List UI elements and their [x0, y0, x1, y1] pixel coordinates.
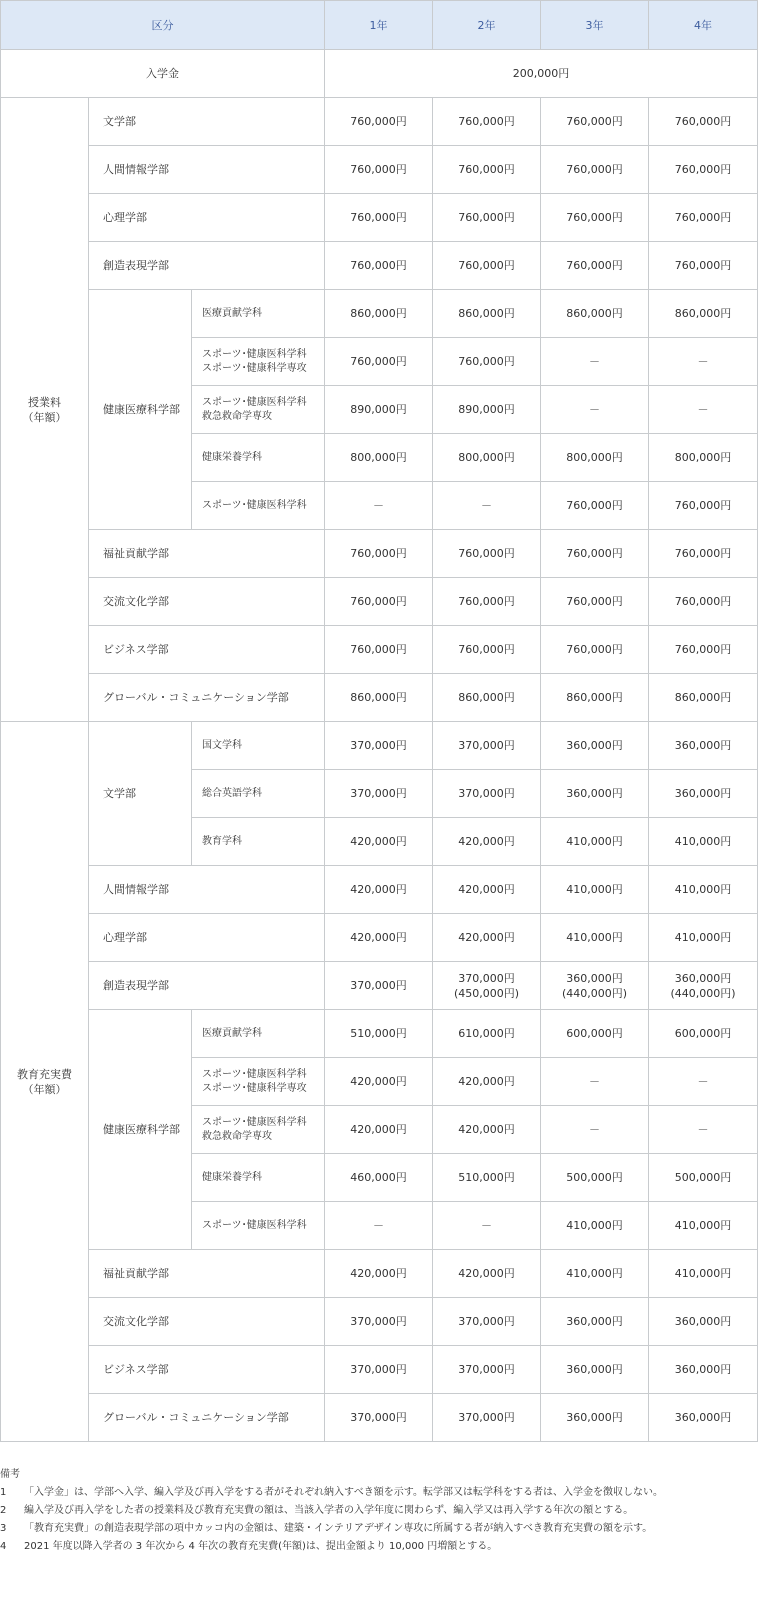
fee-cell: 760,000円 [649, 146, 758, 194]
fee-cell: 370,000円 [325, 962, 433, 1010]
table-row [1, 578, 758, 626]
table-row [1, 1010, 758, 1058]
table-row [1, 146, 758, 194]
fee-cell: 760,000円 [325, 242, 433, 290]
subdept-label: 教育学科 [192, 818, 325, 866]
table-row [1, 1298, 758, 1346]
fee-cell: － [649, 338, 758, 386]
fee-cell: 760,000円 [433, 578, 541, 626]
fee-cell: 610,000円 [433, 1010, 541, 1058]
dept-label: 人間情報学部 [89, 146, 325, 194]
fee-cell: 410,000円 [649, 914, 758, 962]
note-item [0, 1520, 780, 1538]
fee-cell: 410,000円 [649, 1202, 758, 1250]
dept-label: 文学部 [89, 722, 192, 866]
fee-cell: 370,000円 [433, 1346, 541, 1394]
fee-cell: 760,000円 [541, 242, 649, 290]
fee-cell: 760,000円 [433, 146, 541, 194]
subdept-label-line: スポーツ･健康科学専攻 [202, 362, 307, 374]
subdept-label-line: スポーツ･健康科学専攻 [202, 1082, 307, 1094]
fee-cell: 360,000円 [649, 1394, 758, 1442]
fee-cell: 760,000円 [325, 194, 433, 242]
dept-label: 人間情報学部 [89, 866, 325, 914]
fee-cell: 760,000円 [541, 194, 649, 242]
fee-cell: 360,000円 [649, 1346, 758, 1394]
fee-cell: 890,000円 [325, 386, 433, 434]
fee-cell: － [433, 1202, 541, 1250]
edu-group-label-line: （年額） [22, 1082, 67, 1096]
note-item [0, 1502, 780, 1520]
fee-cell: 360,000円 [649, 1298, 758, 1346]
fee-cell: 760,000円 [541, 578, 649, 626]
dept-label: 福祉貢献学部 [89, 530, 325, 578]
dept-label: 創造表現学部 [89, 962, 325, 1010]
dept-label: グローバル・コミュニケーション学部 [89, 674, 325, 722]
note-item [0, 1538, 780, 1556]
subdept-label: 国文学科 [192, 722, 325, 770]
fee-cell: － [649, 386, 758, 434]
subdept-label-line: スポーツ･健康医科学科 [202, 396, 307, 408]
fee-cell: 360,000円 [541, 770, 649, 818]
fee-cell-line: (450,000円) [453, 986, 520, 1000]
tuition-group-label [1, 98, 89, 722]
fee-cell: 760,000円 [325, 98, 433, 146]
fee-cell: － [541, 386, 649, 434]
fee-cell: 760,000円 [433, 530, 541, 578]
dept-label: 心理学部 [89, 194, 325, 242]
fee-cell: 800,000円 [325, 434, 433, 482]
admission-row [1, 50, 758, 98]
fee-cell: 760,000円 [649, 626, 758, 674]
fee-cell: 600,000円 [541, 1010, 649, 1058]
fee-cell: 600,000円 [649, 1010, 758, 1058]
subdept-label [192, 386, 325, 434]
fee-cell: 410,000円 [541, 818, 649, 866]
fee-cell: 370,000円 [433, 722, 541, 770]
subdept-label: 医療貢献学科 [192, 1010, 325, 1058]
table-row [1, 674, 758, 722]
fee-cell: 760,000円 [649, 242, 758, 290]
header-year-2: 2年 [433, 1, 541, 50]
subdept-label: 総合英語学科 [192, 770, 325, 818]
table-row [1, 1250, 758, 1298]
fee-cell: 760,000円 [325, 146, 433, 194]
tuition-group-label-line: （年額） [22, 410, 67, 424]
fee-cell: 500,000円 [649, 1154, 758, 1202]
fee-cell: 360,000円 [541, 722, 649, 770]
fee-cell: 370,000円 [325, 1298, 433, 1346]
table-row [1, 866, 758, 914]
fee-cell-line: 360,000円 [566, 971, 623, 985]
note-text: 「教育充実費」の創造表現学部の項中カッコ内の金額は、建築・インテリアデザイン専攻に所属する者が納入すべき教育充実費の額を示す。 [24, 1523, 653, 1534]
header-row [1, 1, 758, 50]
fee-cell: 420,000円 [433, 866, 541, 914]
table-row [1, 98, 758, 146]
fee-cell: 890,000円 [433, 386, 541, 434]
fee-cell: 410,000円 [649, 818, 758, 866]
fee-cell: 360,000円 [541, 1298, 649, 1346]
subdept-label: 医療貢献学科 [192, 290, 325, 338]
fee-cell: 360,000円 [541, 1394, 649, 1442]
fee-cell: 410,000円 [541, 914, 649, 962]
dept-label: 交流文化学部 [89, 578, 325, 626]
notes-title: 備考 [0, 1469, 20, 1480]
fee-cell: 760,000円 [325, 626, 433, 674]
fee-cell: 370,000円 [325, 1346, 433, 1394]
header-year-1: 1年 [325, 1, 433, 50]
subdept-label [192, 1058, 325, 1106]
fee-cell: 420,000円 [325, 818, 433, 866]
header-year-4: 4年 [649, 1, 758, 50]
dept-label: 健康医療科学部 [89, 1010, 192, 1250]
fee-cell-line: (440,000円) [670, 986, 736, 1000]
fee-cell: 860,000円 [433, 290, 541, 338]
fee-cell: 420,000円 [325, 1058, 433, 1106]
fee-cell: 760,000円 [433, 626, 541, 674]
fee-cell: － [325, 1202, 433, 1250]
fee-cell: 360,000円 [649, 770, 758, 818]
fee-cell-line: 360,000円 [674, 971, 732, 985]
fee-cell: 420,000円 [433, 914, 541, 962]
fee-cell: 760,000円 [649, 98, 758, 146]
fee-cell: 410,000円 [541, 1250, 649, 1298]
table-row [1, 626, 758, 674]
fee-cell: 760,000円 [325, 338, 433, 386]
fee-cell: 760,000円 [325, 578, 433, 626]
table-row [1, 1394, 758, 1442]
fee-cell: 760,000円 [325, 530, 433, 578]
note-number: 2 [0, 1505, 7, 1516]
fee-cell: 760,000円 [433, 242, 541, 290]
note-number: 3 [0, 1523, 7, 1534]
subdept-label [192, 1106, 325, 1154]
table-row [1, 242, 758, 290]
dept-label: 健康医療科学部 [89, 290, 192, 530]
fee-cell: 420,000円 [433, 1058, 541, 1106]
fee-cell: 800,000円 [541, 434, 649, 482]
fee-cell: － [541, 1106, 649, 1154]
fee-cell: 370,000円 [433, 1394, 541, 1442]
fee-cell: 410,000円 [541, 1202, 649, 1250]
fee-cell [433, 962, 541, 1010]
fee-cell: 760,000円 [541, 626, 649, 674]
fee-cell: 370,000円 [433, 1298, 541, 1346]
note-text: 2021 年度以降入学者の 3 年次から 4 年次の教育充実費(年額)は、提出金額より 10,000 円増額とする。 [24, 1541, 498, 1552]
subdept-label-line: 救急救命学専攻 [202, 410, 272, 422]
fee-cell: 370,000円 [325, 722, 433, 770]
table-row [1, 722, 758, 770]
fee-cell [541, 962, 649, 1010]
header-year-3: 3年 [541, 1, 649, 50]
fee-cell: 420,000円 [433, 1250, 541, 1298]
fee-cell: 760,000円 [541, 530, 649, 578]
subdept-label: 健康栄養学科 [192, 1154, 325, 1202]
fee-cell: 860,000円 [541, 674, 649, 722]
fee-cell: 760,000円 [541, 98, 649, 146]
subdept-label [192, 338, 325, 386]
dept-label: 心理学部 [89, 914, 325, 962]
fee-cell: 760,000円 [433, 98, 541, 146]
header-category: 区分 [1, 1, 325, 50]
note-number: 1 [0, 1487, 7, 1498]
table-row [1, 962, 758, 1010]
fee-cell: 760,000円 [649, 578, 758, 626]
fee-cell: 460,000円 [325, 1154, 433, 1202]
fee-cell: 760,000円 [649, 530, 758, 578]
fee-cell: 510,000円 [433, 1154, 541, 1202]
subdept-label-line: スポーツ･健康医科学科 [202, 1116, 307, 1128]
subdept-label-line: 救急救命学専攻 [202, 1130, 272, 1142]
fee-cell: 420,000円 [325, 866, 433, 914]
fee-cell: 860,000円 [433, 674, 541, 722]
fee-cell: 760,000円 [541, 482, 649, 530]
fee-cell: － [325, 482, 433, 530]
fee-table-body [1, 1, 758, 1442]
note-number: 4 [0, 1541, 7, 1552]
table-row [1, 914, 758, 962]
fee-cell: 760,000円 [649, 194, 758, 242]
fee-cell: 410,000円 [541, 866, 649, 914]
fee-cell: 360,000円 [649, 722, 758, 770]
fee-cell: 420,000円 [325, 914, 433, 962]
fee-cell [649, 962, 758, 1010]
dept-label: 文学部 [89, 98, 325, 146]
fee-cell: 760,000円 [541, 146, 649, 194]
table-row [1, 1346, 758, 1394]
fee-cell: 420,000円 [433, 1106, 541, 1154]
fee-cell: 410,000円 [649, 1250, 758, 1298]
subdept-label-line: スポーツ･健康医科学科 [202, 1068, 307, 1080]
fee-cell: 410,000円 [649, 866, 758, 914]
admission-value: 200,000円 [325, 50, 758, 98]
dept-label: グローバル・コミュニケーション学部 [89, 1394, 325, 1442]
fee-cell-line: 370,000円 [458, 971, 515, 985]
tuition-group-label-line: 授業料 [28, 395, 61, 409]
subdept-label-line: スポーツ･健康医科学科 [202, 348, 307, 360]
table-row [1, 194, 758, 242]
fee-cell-line: (440,000円) [561, 986, 628, 1000]
admission-label: 入学金 [1, 50, 325, 98]
fee-cell: 370,000円 [325, 770, 433, 818]
fee-cell: － [433, 482, 541, 530]
table-row [1, 290, 758, 338]
notes [0, 1466, 780, 1556]
fee-cell: 500,000円 [541, 1154, 649, 1202]
note-item [0, 1484, 780, 1502]
fee-cell: 420,000円 [325, 1106, 433, 1154]
fee-cell: 760,000円 [433, 338, 541, 386]
fee-cell: 360,000円 [541, 1346, 649, 1394]
edu-group-label [1, 722, 89, 1442]
dept-label: ビジネス学部 [89, 626, 325, 674]
dept-label: 福祉貢献学部 [89, 1250, 325, 1298]
fee-cell: 760,000円 [649, 482, 758, 530]
fee-cell: － [541, 338, 649, 386]
fee-cell: 800,000円 [433, 434, 541, 482]
fee-cell: 370,000円 [433, 770, 541, 818]
fee-cell: 860,000円 [649, 674, 758, 722]
fee-cell: 370,000円 [325, 1394, 433, 1442]
fee-cell: － [649, 1058, 758, 1106]
fee-cell: 860,000円 [541, 290, 649, 338]
dept-label: 交流文化学部 [89, 1298, 325, 1346]
fee-cell: 760,000円 [433, 194, 541, 242]
fee-cell: 800,000円 [649, 434, 758, 482]
subdept-label: スポーツ･健康医科学科 [192, 1202, 325, 1250]
fee-cell: 510,000円 [325, 1010, 433, 1058]
fee-cell: 420,000円 [433, 818, 541, 866]
note-text: 「入学金」は、学部へ入学、編入学及び再入学をする者がそれぞれ納入すべき額を示す。転学部又は転学科をする者は、入学金を徴収しない。 [24, 1487, 663, 1498]
fee-cell: － [649, 1106, 758, 1154]
fee-cell: － [541, 1058, 649, 1106]
note-text: 編入学及び再入学をした者の授業料及び教育充実費の額は、当該入学者の入学年度に関わらず、編入学又は再入学する年次の額とする。 [24, 1505, 634, 1516]
dept-label: 創造表現学部 [89, 242, 325, 290]
fee-cell: 420,000円 [325, 1250, 433, 1298]
subdept-label: 健康栄養学科 [192, 434, 325, 482]
fee-cell: 860,000円 [325, 290, 433, 338]
dept-label: ビジネス学部 [89, 1346, 325, 1394]
table-row [1, 530, 758, 578]
fee-cell: 860,000円 [325, 674, 433, 722]
edu-group-label-line: 教育充実費 [17, 1067, 72, 1081]
fee-cell: 860,000円 [649, 290, 758, 338]
subdept-label: スポーツ･健康医科学科 [192, 482, 325, 530]
